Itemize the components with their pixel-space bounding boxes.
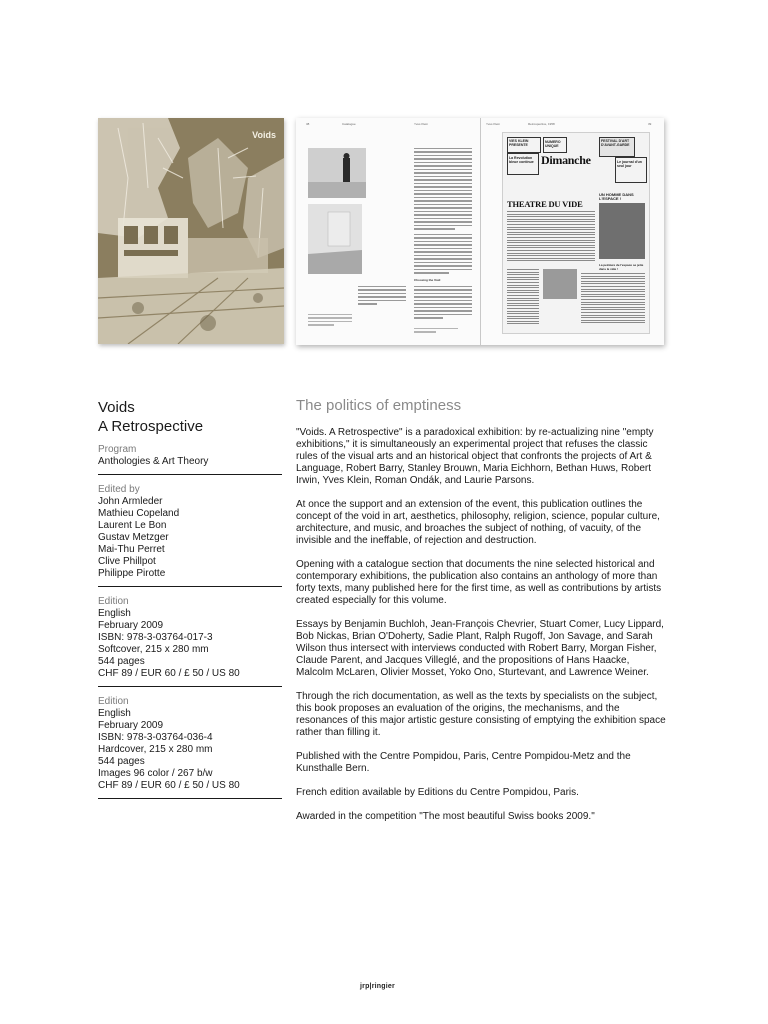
description-paragraph: Through the rich documentation, as well as the texts by specialists on the subject, this book proposes an evaluation of the origins, the mechanisms, and the resonances of this major artistic gesture consisting of emptying the exhibition space rather than filling it. <box>296 691 666 738</box>
book-title-line-1: Voids <box>98 399 135 416</box>
newspaper-image <box>502 132 650 334</box>
right-page-number: 39 <box>648 122 652 126</box>
gallery-photo-2 <box>308 204 362 274</box>
newspaper-box-2: FESTIVAL D'ART D'AVANT-GARDE <box>599 137 635 157</box>
edition-2-language: English <box>98 708 131 719</box>
newspaper-text-column-1 <box>507 211 595 263</box>
newspaper-text-column-2 <box>507 269 539 326</box>
book-title-line-2: A Retrospective <box>98 418 204 435</box>
edition-2-date: February 2009 <box>98 720 164 731</box>
edition-1-price: CHF 89 / EUR 60 / £ 50 / US 80 <box>98 668 240 679</box>
description-paragraph: Awarded in the competition "The most beautiful Swiss books 2009." <box>296 811 595 822</box>
left-page-caption-lines <box>308 314 352 328</box>
edition-2-label: Edition <box>98 696 129 707</box>
left-page-subheading: Choosing the Void <box>414 278 441 282</box>
edition-1-date: February 2009 <box>98 620 164 631</box>
editor-name: Laurent Le Bon <box>98 520 167 531</box>
editor-name: Philippe Pirotte <box>98 568 166 579</box>
newspaper-box-1: VIES KLEIN PRESENTE <box>507 137 541 153</box>
left-page-footnote-lines <box>414 328 458 335</box>
book-cover-image <box>98 118 284 344</box>
right-page-header-2: Retrospective, 1958 <box>528 122 555 126</box>
left-page-header-2: Yves Klein <box>414 122 429 126</box>
cover-title: Voids <box>252 130 276 140</box>
edition-2-format: Hardcover, 215 x 280 mm <box>98 744 213 755</box>
spread-gutter <box>480 118 481 345</box>
newspaper-caption: La peinture de l'espace se jette dans le vide ! <box>599 263 644 271</box>
book-metadata <box>98 398 282 799</box>
edition-2-price: CHF 89 / EUR 60 / £ 50 / US 80 <box>98 780 240 791</box>
newspaper-text-column-3 <box>581 273 645 325</box>
editor-name: Gustav Metzger <box>98 532 169 543</box>
left-page-text-column-3 <box>414 286 472 321</box>
newspaper-photo <box>599 203 645 259</box>
editor-name: Mathieu Copeland <box>98 508 180 519</box>
book-description <box>296 396 668 835</box>
editors-list <box>98 496 282 580</box>
newspaper-monochrome-square <box>543 269 577 299</box>
edition-2-pages: 544 pages <box>98 756 145 767</box>
edition-2-isbn: ISBN: 978-3-03764-036-4 <box>98 732 213 743</box>
left-page-text-column-4 <box>358 286 406 307</box>
description-headline: The politics of emptiness <box>296 397 462 414</box>
right-page-header-1: Yves Klein <box>486 122 501 126</box>
description-paragraph: Published with the Centre Pompidou, Paris, Centre Pompidou-Metz and the Kunsthalle Bern. <box>296 751 631 774</box>
program-label: Program <box>98 444 137 455</box>
edition-1-pages: 544 pages <box>98 656 145 667</box>
divider-3 <box>98 686 282 687</box>
cover-illustration <box>98 118 284 344</box>
newspaper-headline: THEATRE DU VIDE <box>507 199 583 209</box>
divider-4 <box>98 798 282 799</box>
edition-1-isbn: ISBN: 978-3-03764-017-3 <box>98 632 213 643</box>
book-spread-image <box>296 118 664 345</box>
edition-2-images: Images 96 color / 267 b/w <box>98 768 213 779</box>
left-page-header-1: Catalogue <box>342 122 356 126</box>
gallery-photo-1 <box>308 148 366 198</box>
left-page-text-column-1 <box>414 148 472 232</box>
edition-1-label: Edition <box>98 596 129 607</box>
newspaper-masthead: Dimanche <box>541 153 591 167</box>
book-title <box>98 398 282 436</box>
description-paragraph: "Voids. A Retrospective" is a paradoxical exhibition: by re-actualizing nine "empty exhibitions," it is simultaneously an experimental project that refuses the classic rules of the visual arts and an historical object that confronts the projects of Art & Language, Robert Barry, Stanley Brouwn, Maria Eichhorn, Bethan Huws, Robert Irwin, Yves Klein, Roman Ondák, and Laurie Parsons. <box>296 427 654 486</box>
editor-name: Mai-Thu Perret <box>98 544 165 555</box>
description-paragraph: French edition available by Editions du Centre Pompidou, Paris. <box>296 787 579 798</box>
edited-by-label: Edited by <box>98 484 140 495</box>
divider-2 <box>98 586 282 587</box>
left-page-number: 38 <box>306 122 310 126</box>
description-paragraph: Essays by Benjamin Buchloh, Jean-François Chevrier, Stuart Comer, Lucy Lippard, Bob Nickas, Brian O'Doherty, Sadie Plant, Ralph Rugoff, Jon Savage, and Sarah Wilson thus intersect with interviews conducted with Robert Barry, Morgan Fisher, Claude Parent, and Jacques Villeglé, and the propositions of Hans Haacke, Malcolm McLaren, Olivier Mosset, Yoko Ono, Sturtevant, and Lawrence Weiner. <box>296 619 664 678</box>
editor-name: Clive Phillpot <box>98 556 156 567</box>
newspaper-box-3: UN HOMME DANS L'ESPACE ! <box>599 192 634 201</box>
publisher-logo: jrp|ringier <box>360 983 395 990</box>
newspaper-box-6: La Revolution bleue continue <box>507 153 539 175</box>
program-value: Anthologies & Art Theory <box>98 456 209 467</box>
left-page-text-column-2 <box>414 234 472 276</box>
description-paragraph: Opening with a catalogue section that documents the nine selected historical and contemporary exhibitions, the publication also contains an anthology of more than forty texts, many published here for the first time, as well as contributions by artists created especially for this volume. <box>296 559 662 606</box>
newspaper-box-5: NUMERO UNIQUE <box>543 137 567 153</box>
edition-1-format: Softcover, 215 x 280 mm <box>98 644 209 655</box>
newspaper-box-4: Le journal d'un seul jour <box>615 157 647 183</box>
description-paragraph: At once the support and an extension of the event, this publication outlines the concept of the void in art, aesthetics, philosophy, religion, science, popular culture, architecture, and music, and broaches the subject of nothing, of vacuity, of the invisible and the ineffable, of rejection and destruction. <box>296 499 660 546</box>
divider-1 <box>98 474 282 475</box>
edition-1-language: English <box>98 608 131 619</box>
editor-name: John Armleder <box>98 496 163 507</box>
